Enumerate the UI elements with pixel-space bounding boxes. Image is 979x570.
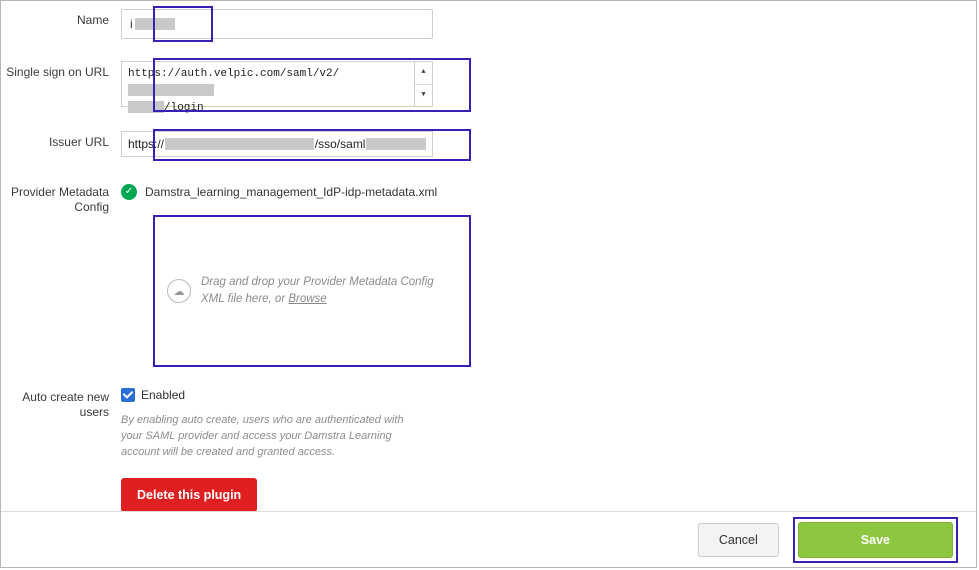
scroll-up-icon[interactable]: ▲ bbox=[415, 62, 432, 85]
dropzone-text bbox=[201, 274, 457, 308]
provider-metadata-field bbox=[121, 181, 437, 203]
sso-url-line1: https://auth.velpic.com/saml/v2/ bbox=[128, 68, 340, 80]
scroll-down-icon[interactable]: ▼ bbox=[421, 90, 426, 99]
issuer-url-redaction-2 bbox=[366, 138, 426, 150]
field-row-auto-create bbox=[1, 386, 701, 512]
auto-create-checkbox-row[interactable] bbox=[121, 386, 421, 404]
issuer-url-middle: /sso/saml bbox=[314, 137, 366, 151]
sso-url-redaction-2 bbox=[128, 101, 164, 113]
provider-metadata-label: Provider Metadata Config bbox=[10, 185, 109, 214]
issuer-url-label: Issuer URL bbox=[48, 135, 109, 149]
issuer-url-prefix: https:// bbox=[128, 137, 165, 151]
uploaded-file-row bbox=[121, 181, 437, 203]
sso-url-input[interactable] bbox=[121, 61, 433, 114]
saml-plugin-form bbox=[1, 1, 976, 513]
field-row-provider-metadata bbox=[1, 181, 701, 215]
field-row-sso-url bbox=[1, 61, 701, 114]
sso-url-redaction-1 bbox=[128, 84, 214, 96]
name-value-prefix: i bbox=[130, 17, 133, 31]
check-circle-icon: ✓ bbox=[121, 184, 137, 200]
name-label: Name bbox=[76, 13, 109, 27]
sso-url-label: Single sign on URL bbox=[6, 65, 109, 79]
sso-url-field bbox=[121, 61, 433, 114]
name-redaction bbox=[135, 18, 175, 30]
form-footer bbox=[1, 511, 976, 567]
cancel-button[interactable]: Cancel bbox=[698, 523, 779, 557]
dropzone-content bbox=[167, 274, 457, 308]
delete-plugin-button[interactable]: Delete this plugin bbox=[121, 478, 257, 512]
field-row-issuer-url bbox=[1, 131, 701, 157]
auto-create-field bbox=[121, 386, 421, 512]
name-field bbox=[121, 9, 433, 39]
dropzone-instruction: Drag and drop your Provider Metadata Config XML file here, or bbox=[201, 276, 434, 305]
auto-create-label: Auto create new users bbox=[22, 390, 109, 419]
upload-cloud-icon: ☁ bbox=[167, 279, 191, 303]
issuer-url-field bbox=[121, 131, 433, 157]
sso-url-scrollbar[interactable] bbox=[414, 62, 432, 106]
sso-url-line2: /login bbox=[164, 102, 204, 114]
name-input[interactable] bbox=[121, 9, 433, 39]
auto-create-checkbox[interactable] bbox=[121, 388, 135, 402]
issuer-url-redaction-1 bbox=[165, 138, 314, 150]
save-button[interactable]: Save bbox=[798, 522, 953, 558]
auto-create-helper-text: By enabling auto create, users who are authenticated with your SAML provider and access your Damstra Learning account will be created and granted access. bbox=[121, 414, 404, 458]
uploaded-file-name: Damstra_learning_management_IdP-idp-metadata.xml bbox=[145, 185, 438, 199]
browse-link[interactable]: Browse bbox=[288, 293, 327, 305]
provider-metadata-dropzone[interactable] bbox=[153, 215, 471, 367]
highlight-box-save bbox=[793, 517, 958, 563]
issuer-url-input[interactable] bbox=[121, 131, 433, 157]
field-row-name bbox=[1, 9, 701, 39]
auto-create-checkbox-label: Enabled bbox=[141, 388, 186, 402]
